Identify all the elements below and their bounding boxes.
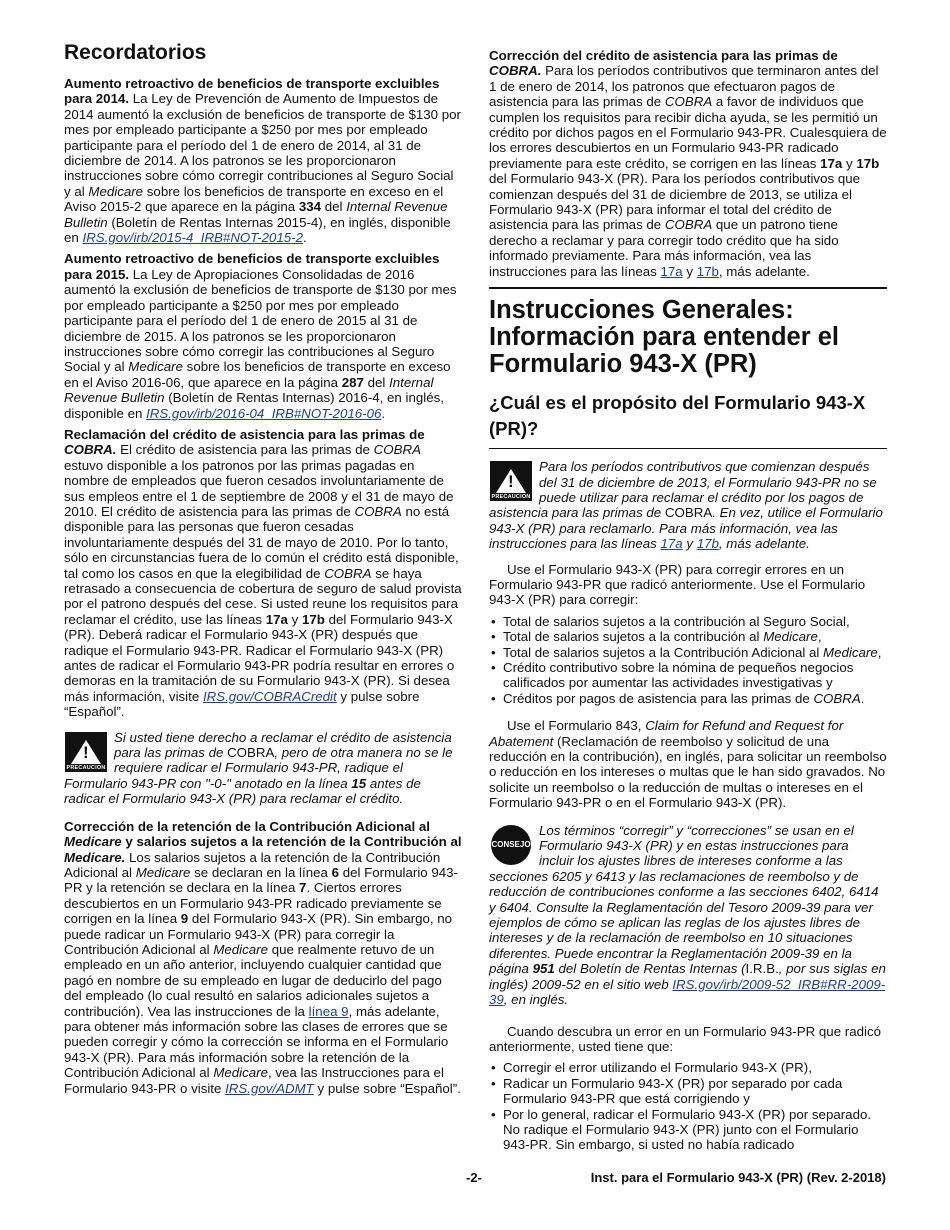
left-column xyxy=(64,40,462,1102)
steps-list xyxy=(489,1060,887,1152)
link-line-17b[interactable]: 17b xyxy=(696,263,719,279)
link-irb-2016-04[interactable]: IRS.gov/irb/2016-04_IRB#NOT-2016-06 xyxy=(146,405,382,421)
paragraph-discover-error: Cuando descubra un error en un Formulario 943-PR que radicó anteriormente, usted tiene que: xyxy=(489,1023,882,1054)
paragraph-cobra-claim: Reclamación del crédito de asistencia para las primas de COBRA. El crédito de asistencia para las primas de COBRA estuvo disponible a los patronos por las primas pagadas en nombre de empleados que fueron cesados involuntariamente de sus empleos entre el 1 de septiembre de 2008 y el 31 de mayo de 2010. El crédito de asistencia para las primas de COBRA no está disponible para las personas que fueron cesadas involuntariamente después del 31 de mayo de 2010. Por lo tanto, sólo en circunstancias fuera de lo común el crédito está disponible, tal como los casos en que la elegibilidad de COBRA se haya retrasado a consecuencia de cobertura de seguro de salud provista por el patrono después del cese. Si usted reune los requisitos para reclamar el crédito, use las líneas 17a y 17b del Formulario 943-X (PR). Deberá radicar el Formulario 943-X (PR) después que radique el Formulario 943-PR. Radicar el Formulario 943-X (PR) antes de radicar el Formulario 943-PR podría resultar en errores o demoras en la tramitación de su Formulario 943-X (PR). Si desea más información, visite IRS.gov/COBRACredit y pulse sobre “Español”. xyxy=(64,426,462,720)
page-footer xyxy=(64,1170,886,1188)
link-linea-9[interactable]: línea 9 xyxy=(308,1003,349,1019)
caution-note-943pr xyxy=(489,459,887,551)
list-item: • Total de salarios sujetos a la contribución al Seguro Social, xyxy=(489,614,887,629)
section-heading-recordatorios: Recordatorios xyxy=(64,41,207,64)
subheading-divider xyxy=(489,448,887,449)
list-item: • Corregir el error utilizando el Formulario 943-X (PR), xyxy=(489,1060,887,1075)
link-admt[interactable]: IRS.gov/ADMT xyxy=(225,1080,314,1096)
paragraph-transport-2014: Aumento retroactivo de beneficios de transporte excluibles para 2014. La Ley de Prevención de Aumento de Impuestos de 2014 aumentó la exclusión de beneficios de transporte de $130 por mes por empleado participante a $250 por mes por empleado participante para el período del 1 de enero de 2014, al 31 de diciembre de 2014. A los patronos se les proporcionaron instrucciones sobre cómo corregir contribuciones al Seguro Social y al Medicare sobre los beneficios de transporte en exceso en el Aviso 2015-2 que aparece en la página 334 del Internal Revenue Bulletin (Boletín de Rentas Internas 2015-4), en inglés, disponible en IRS.gov/irb/2015-4_IRB#NOT-2015-2. xyxy=(64,76,461,246)
caution-icon: ! PRECAUCION xyxy=(64,732,108,772)
link-line-17a[interactable]: 17a xyxy=(660,263,683,279)
caution-text: Si usted tiene derecho a reclamar el crédito de asistencia para las primas de COBRA, pero de otra manera no se le requiere radicar el Formulario 943-PR, radique el Formulario 943-PR con "-0-" anotado en la línea 15 antes de radicar el Formulario 943-X (PR) para reclamar el crédito. xyxy=(64,729,453,807)
caution-text: Para los períodos contributivos que comienzan después del 31 de diciembre de 2013, el Formulario 943-PR no se puede utilizar para reclamar el crédito por los pagos de asistencia para las primas de COBRA. En vez, utilice el Formulario 943-X (PR) para reclamarlo. Para más información, vea las instrucciones para las líneas 17a y 17b, más adelante. xyxy=(489,459,883,552)
document-title: Inst. para el Formulario 943-X (PR) (Rev. 2-2018) xyxy=(590,1170,886,1185)
paragraph-medicare-correction: Corrección de la retención de la Contribución Adicional al Medicare y salarios sujetos a la retención de la Contribución al Medicare. Los salarios sujetos a la retención de la Contribución Adicional al Medicare se declaran en la línea 6 del Formulario 943-PR y la retención se declara en la línea 7. Ciertos errores descubiertos en un Formulario 943-PR radicado previamente se corrigen en la línea 9 del Formulario 943-X (PR). Sin embargo, no puede radicar un Formulario 943-X (PR) para corregir la Contribución Adicional al Medicare que realmente retuvo de un empleado en un año anterior, incluyendo cualquier cantidad que pagó en nombre de su empleado en lugar de deducirlo del pago del empleado (lo cual resultó en salarios adicionales sujetos a contribución). Vea las instrucciones de la línea 9, más adelante, para obtener más información sobre las clases de errores que se pueden corregir y cómo la corrección se informa en el Formulario 943-X (PR). Para más información sobre la retención de la Contribución Adicional al Medicare, vea las Instrucciones para el Formulario 943-PR o visite IRS.gov/ADMT y pulse sobre “Español”. xyxy=(64,818,462,1096)
link-irb-2009-52[interactable]: IRS.gov/irb/2009-52_IRB#RR-2009-39 xyxy=(489,976,886,1008)
purpose-heading: ¿Cuál es el propósito del Formulario 943-X (PR)? xyxy=(489,392,866,440)
tip-text: Los términos “corregir” y “correcciones” se usan en el Formulario 943-X (PR) y en estas instrucciones para incluir los ajustes libres de intereses conforme a las secciones 6205 y 6413 y las reclamaciones de reembolso y de reducción de contribuciones conforme a las secciones 6402, 6414 y 6404. Consulte la Reglamentación del Tesoro 2009-39 para ver ejemplos de cómo se aplican las reglas de los ajustes libres de intereses y de la reclamación de reembolso en 10 situaciones diferentes. Puede encontrar la Reglamentación 2009-39 en la página 951 del Boletín de Rentas Internas (I.R.B., por sus siglas en inglés) 2009-52 en el sitio web IRS.gov/irb/2009-52_IRB#RR-2009-39, en inglés. xyxy=(489,822,886,1008)
paragraph-transport-2015: Aumento retroactivo de beneficios de transporte excluibles para 2015. La Ley de Apropiaciones Consolidadas de 2016 aumentó la exclusión de beneficios de transporte de $130 por mes por empleado participante a $250 por mes por empleado participante para el período del 1 de enero de 2015 al 31 de diciembre de 2015. A los patronos se les proporcionaron instrucciones sobre cómo corregir las contribuciones al Seguro Social y al Medicare sobre los beneficios de transporte en exceso en el Aviso 2016-06, que aparece en la página 287 del Internal Revenue Bulletin (Boletín de Rentas Internas) 2016-4, en inglés, disponible en IRS.gov/irb/2016-04_IRB#NOT-2016-06. xyxy=(64,251,457,421)
caution-icon: ! PRECAUCION xyxy=(489,461,533,501)
list-item: • Total de salarios sujetos a la contribución al Medicare, xyxy=(489,629,887,644)
paragraph-cobra-correction: Corrección del crédito de asistencia para las primas de COBRA. Para los períodos contributivos que terminaron antes del 1 de enero de 2014, los patronos que efectuaron pagos de asistencia para las primas de COBRA a favor de individuos que cumplen los requisitos para recibir dicha ayuda, se les permitió un crédito por dichos pagos en el Formulario 943-PR. Cualesquiera de los errores descubiertos en un Formulario 943-PR radicado previamente para este crédito, se corrigen en las líneas 17a y 17b del Formulario 943-X (PR). Para los períodos contributivos que comienzan después del 31 de diciembre de 2013, se utiliza el Formulario 943-X (PR) para informar el total del crédito de asistencia para las primas de COBRA que un patrono tiene derecho a reclamar y para corregir todo crédito que ha sido informado previamente. Para más información, vea las instrucciones para las líneas 17a y 17b, más adelante. xyxy=(489,48,887,279)
section-divider xyxy=(489,287,887,289)
list-item: • Total de salarios sujetos a la Contribución Adicional al Medicare, xyxy=(489,645,887,660)
list-item: • Por lo general, radicar el Formulario 943-X (PR) por separado. No radique el Formulario 943-X (PR) junto con el Formulario 943-PR. Sin embargo, si usted no había radicado xyxy=(489,1107,887,1153)
paragraph-use-943x: Use el Formulario 943-X (PR) para corregir errores en un Formulario 943-PR que radicó anteriormente. Use el Formulario 943-X (PR) para corregir: xyxy=(489,561,866,608)
list-item: • Créditos por pagos de asistencia para las primas de COBRA. xyxy=(489,691,887,706)
tip-icon: CONSEJO xyxy=(489,825,533,865)
link-cobra-credit[interactable]: IRS.gov/COBRACredit xyxy=(202,688,337,704)
list-item: • Crédito contributivo sobre la nómina de pequeños negocios calificados por aumentar las actividades investigativas y xyxy=(489,660,887,691)
page-number: -2- xyxy=(466,1170,482,1185)
tip-note xyxy=(489,823,887,1008)
right-column xyxy=(489,48,887,1161)
general-instructions-heading: Instrucciones Generales: Información para entender el Formulario 943-X (PR) xyxy=(489,296,840,379)
link-line-17b[interactable]: 17b xyxy=(696,536,719,552)
list-item: • Radicar un Formulario 943-X (PR) por separado por cada Formulario 943-PR que está corrigiendo y xyxy=(489,1076,887,1107)
correction-list xyxy=(489,614,887,706)
caution-note-cobra xyxy=(64,730,462,807)
paragraph-form-843: Use el Formulario 843, Claim for Refund and Request for Abatement (Reclamación de reembolso y solicitud de una reducción en la contribución), en inglés, para solicitar un reembolso o reducción en los intereses o multas que le han sido gravados. No solicite un reembolso o la reducción de multas o intereses en el Formulario 943-PR o en el Formulario 943-X (PR). xyxy=(489,718,887,811)
link-irb-2015-4[interactable]: IRS.gov/irb/2015-4_IRB#NOT-2015-2 xyxy=(82,230,304,246)
link-line-17a[interactable]: 17a xyxy=(660,536,683,552)
